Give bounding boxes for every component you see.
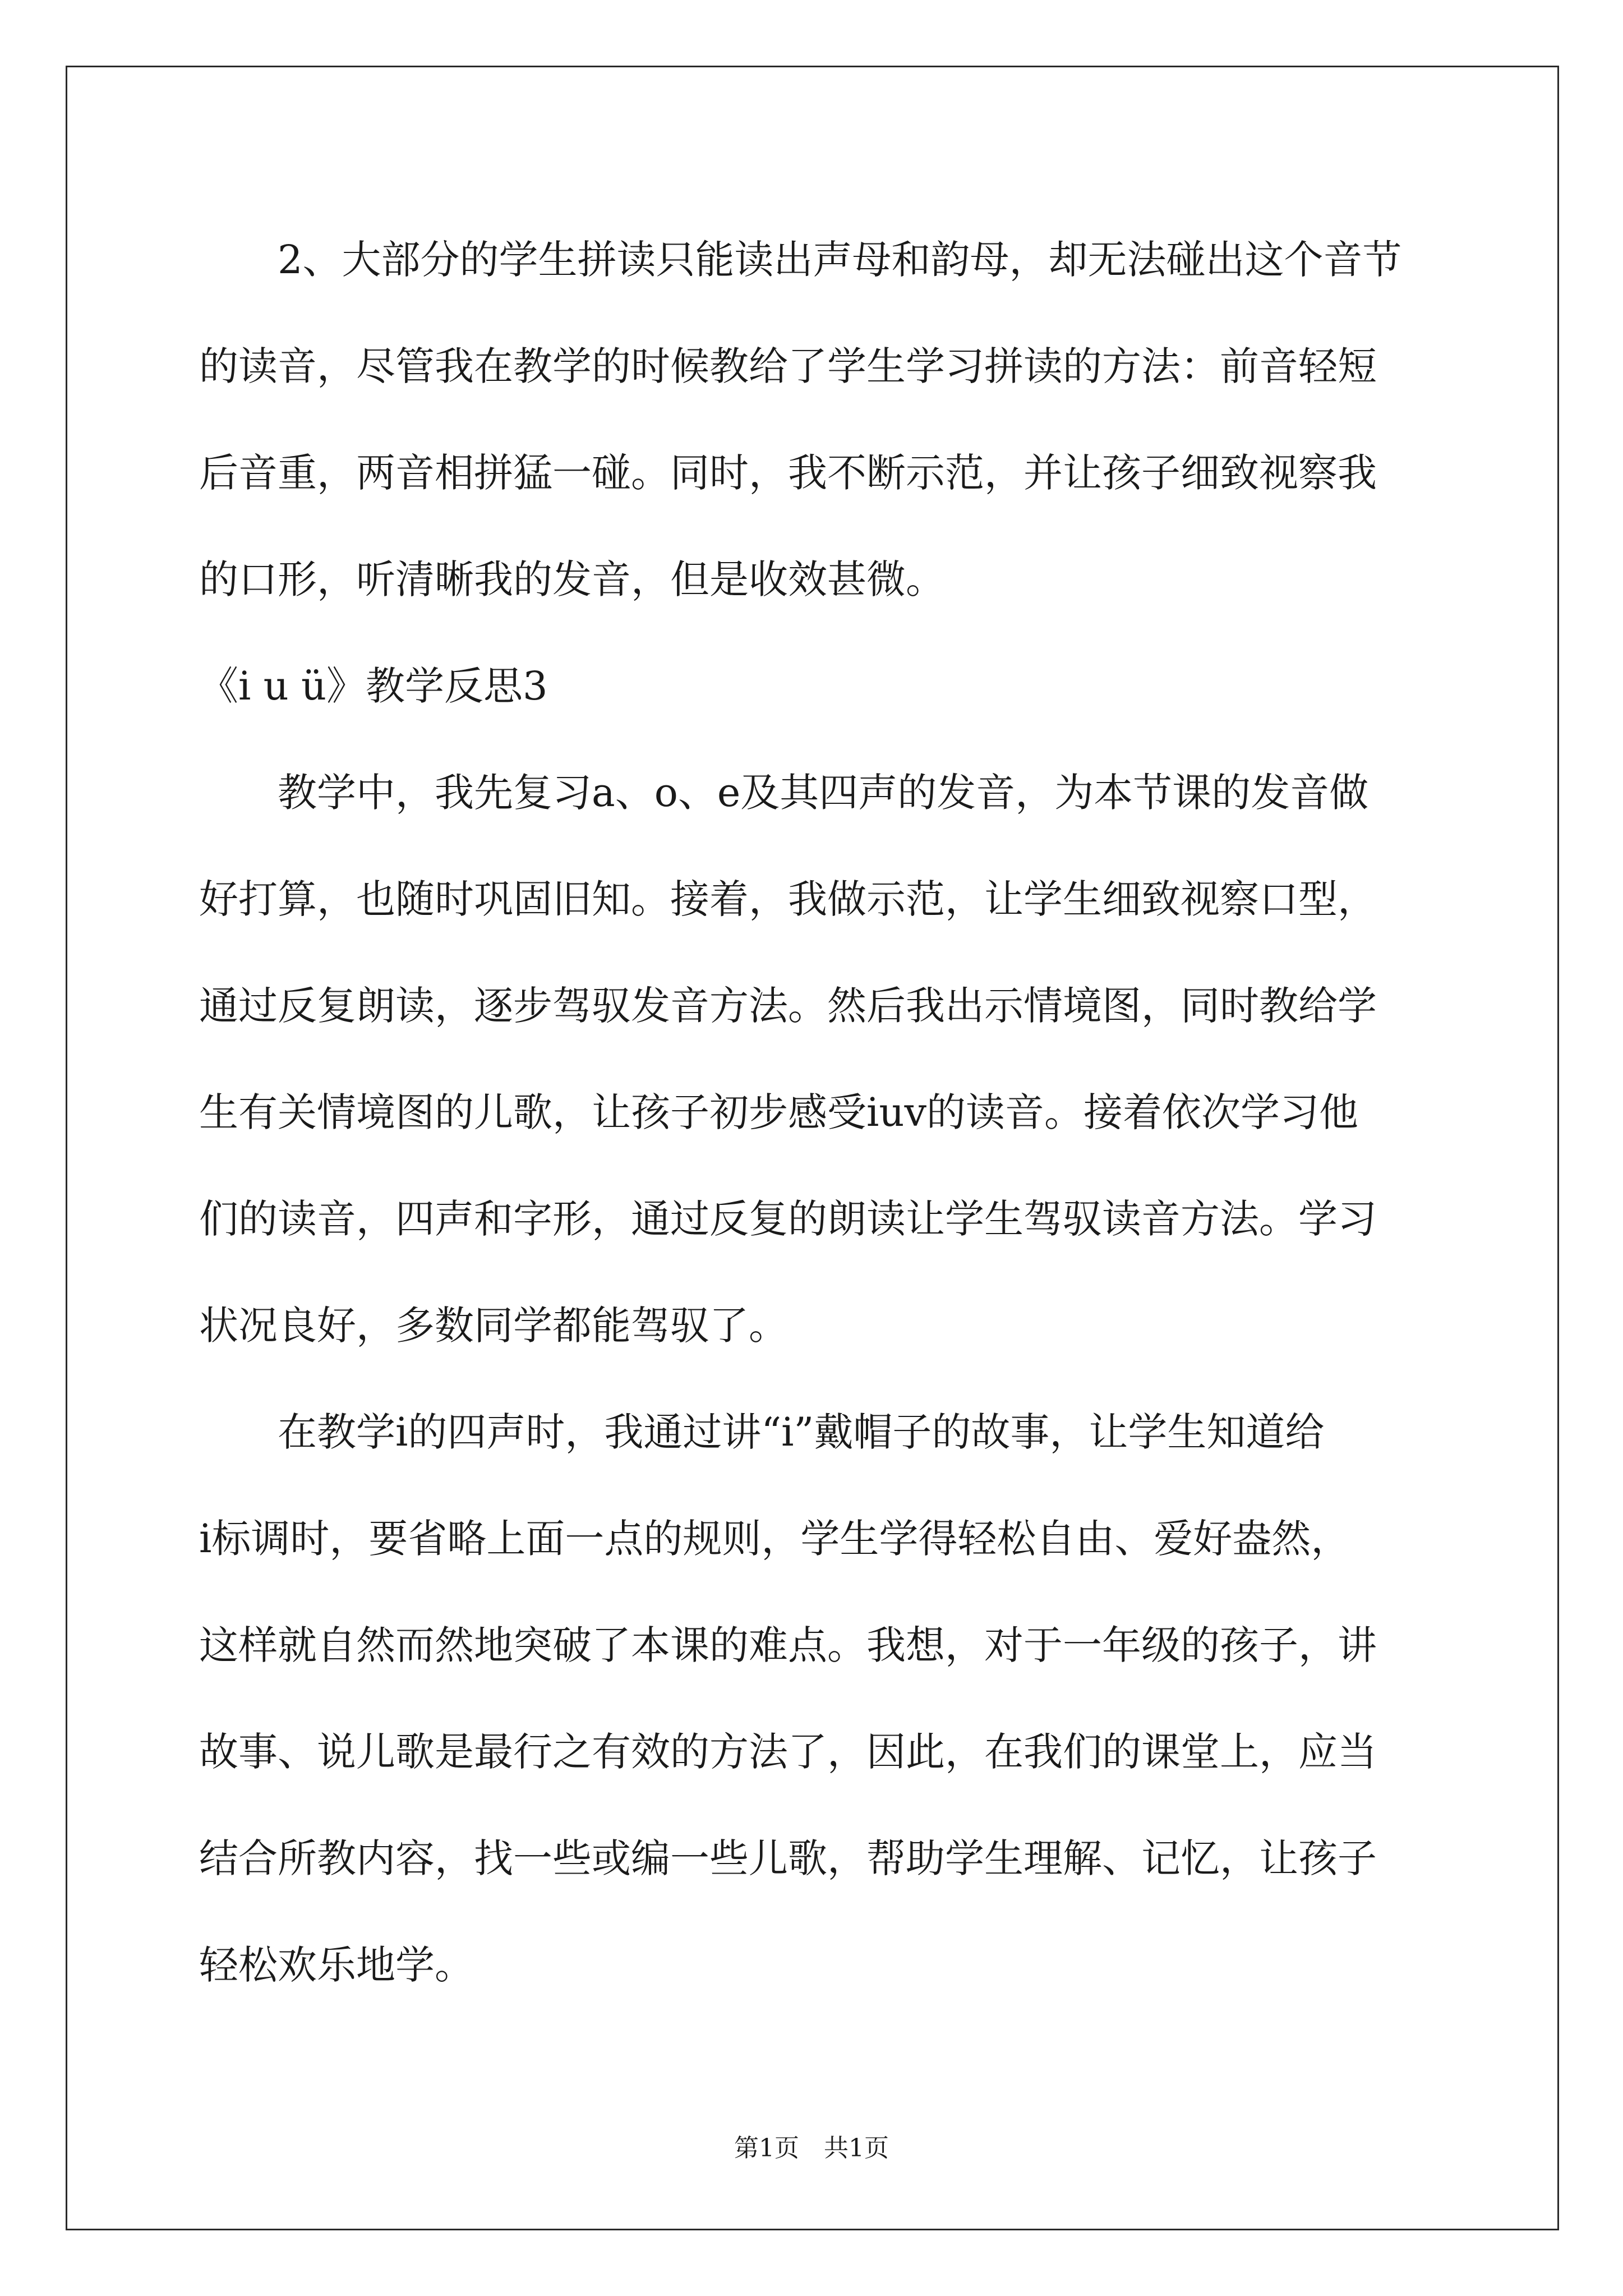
paragraph-1-line-1: 2、大部分的学生拼读只能读出声母和韵母，却无法碰出这个音节 [278, 237, 1402, 283]
document-body [199, 206, 1427, 2018]
paragraph-1-line-3: 后音重，两音相拼猛一碰。同时，我不断示范，并让孩子细致视察我 [199, 450, 1377, 496]
paragraph-2-line-2: 好打算，也随时巩固旧知。接着，我做示范，让学生细致视察口型， [199, 876, 1377, 922]
paragraph-3-line-6: 轻松欢乐地学。 [199, 1942, 474, 1988]
page-footer: 第1页 共1页 [734, 2134, 889, 2162]
paragraph-3-line-1: 在教学i的四声时，我通过讲“i”戴帽子的故事，让学生知道给 [278, 1409, 1325, 1455]
paragraph-3-line-3: 这样就自然而然地突破了本课的难点。我想，对于一年级的孩子，讲 [199, 1622, 1377, 1668]
paragraph-3-line-4: 故事、说儿歌是最行之有效的方法了，因此，在我们的课堂上，应当 [199, 1729, 1377, 1775]
paragraph-2-line-6: 状况良好，多数同学都能驾驭了。 [199, 1303, 788, 1349]
paragraph-1-line-2: 的读音，尽管我在教学的时候教给了学生学习拼读的方法：前音轻短 [199, 343, 1377, 389]
paragraph-2-line-5: 们的读音，四声和字形，通过反复的朗读让学生驾驭读音方法。学习 [199, 1196, 1377, 1242]
paragraph-2-line-1: 教学中，我先复习a、o、e及其四声的发音，为本节课的发音做 [278, 770, 1369, 816]
section-heading: 《i u ü》教学反思3 [199, 663, 548, 709]
paragraph-3-line-5: 结合所教内容，找一些或编一些儿歌，帮助学生理解、记忆，让孩子 [199, 1835, 1377, 1881]
paragraph-2-line-3: 通过反复朗读，逐步驾驭发音方法。然后我出示情境图，同时教给学 [199, 983, 1377, 1029]
paragraph-3-line-2: i标调时，要省略上面一点的规则，学生学得轻松自由、爱好盎然， [199, 1516, 1350, 1562]
paragraph-1-line-4: 的口形，听清晰我的发音，但是收效甚微。 [199, 556, 945, 602]
paragraph-2-line-4: 生有关情境图的儿歌，让孩子初步感受iuv的读音。接着依次学习他 [199, 1089, 1359, 1135]
